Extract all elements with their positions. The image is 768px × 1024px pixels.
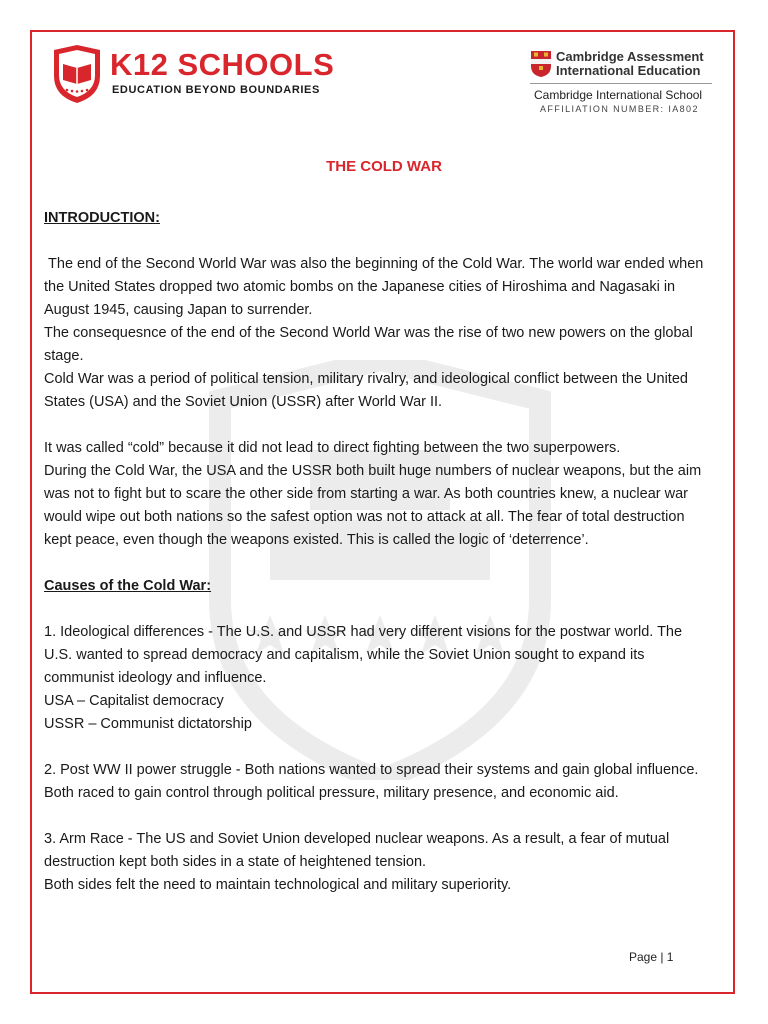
affiliation-title-line1: Cambridge Assessment bbox=[556, 49, 704, 64]
spacer bbox=[44, 414, 704, 437]
spacer bbox=[44, 736, 704, 759]
paragraph: The consequesnce of the end of the Second World War was the rise of two new powers on the global stage. bbox=[44, 325, 693, 364]
spacer bbox=[44, 552, 704, 575]
spacer bbox=[44, 230, 704, 253]
document-title: THE COLD WAR bbox=[326, 158, 442, 175]
causes-heading: Causes of the Cold War: bbox=[44, 578, 212, 594]
cambridge-crest-icon bbox=[530, 50, 552, 78]
paragraph: Cold War was a period of political tension, military rivalry, and ideological conflict between the United States (USA) and the Soviet Union (USSR) after World War II. bbox=[44, 371, 688, 410]
affiliation-school: Cambridge International School bbox=[534, 88, 703, 102]
paragraph: USA – Capitalist democracy bbox=[44, 693, 224, 709]
document-body bbox=[44, 207, 708, 897]
affiliation-title-line2: International Education bbox=[556, 63, 701, 78]
paragraph: 2. Post WW II power struggle - Both nations wanted to spread their systems and gain global influence. Both raced to gain control through political pressure, military presence, and economic aid. bbox=[44, 762, 699, 801]
brand-name: K12 SCHOOLS bbox=[110, 47, 335, 82]
affiliation-block bbox=[530, 50, 720, 120]
page-number: Page | 1 bbox=[629, 950, 674, 964]
spacer bbox=[44, 805, 704, 828]
paragraph: During the Cold War, the USA and the USSR both built huge numbers of nuclear weapons, but the aim was not to fight but to scare the other side from starting a war. As both countries knew, a nuclear war would wipe out both nations so the safest option was not to attack at all. The fear of total destruction kept peace, even though the weapons existed. This is called the logic of ‘deterrence’. bbox=[44, 463, 702, 548]
shield-book-icon bbox=[50, 44, 104, 104]
affiliation-divider bbox=[530, 83, 712, 84]
paragraph: Both sides felt the need to maintain technological and military superiority. bbox=[44, 877, 512, 893]
paragraph: 1. Ideological differences - The U.S. and USSR had very different visions for the postwar world. The U.S. wanted to spread democracy and capitalism, while the Soviet Union sought to expand its communist ideology and influence. bbox=[44, 624, 683, 686]
introduction-heading: INTRODUCTION: bbox=[44, 210, 160, 226]
paragraph: USSR – Communist dictatorship bbox=[44, 716, 252, 732]
paragraph: 3. Arm Race - The US and Soviet Union developed nuclear weapons. As a result, a fear of mutual destruction kept both sides in a state of heightened tension. bbox=[44, 831, 670, 870]
paragraph: It was called “cold” because it did not lead to direct fighting between the two superpowers. bbox=[44, 440, 621, 456]
affiliation-title bbox=[556, 50, 704, 78]
affiliation-number: AFFILIATION NUMBER: IA802 bbox=[540, 104, 699, 114]
paragraph: The end of the Second World War was also the beginning of the Cold War. The world war ended when the United States dropped two atomic bombs on the Japanese cities of Hiroshima and Nagasaki in August 1945, causing Japan to surrender. bbox=[44, 256, 708, 318]
brand-tagline: EDUCATION BEYOND BOUNDARIES bbox=[112, 84, 320, 96]
spacer bbox=[44, 598, 704, 621]
